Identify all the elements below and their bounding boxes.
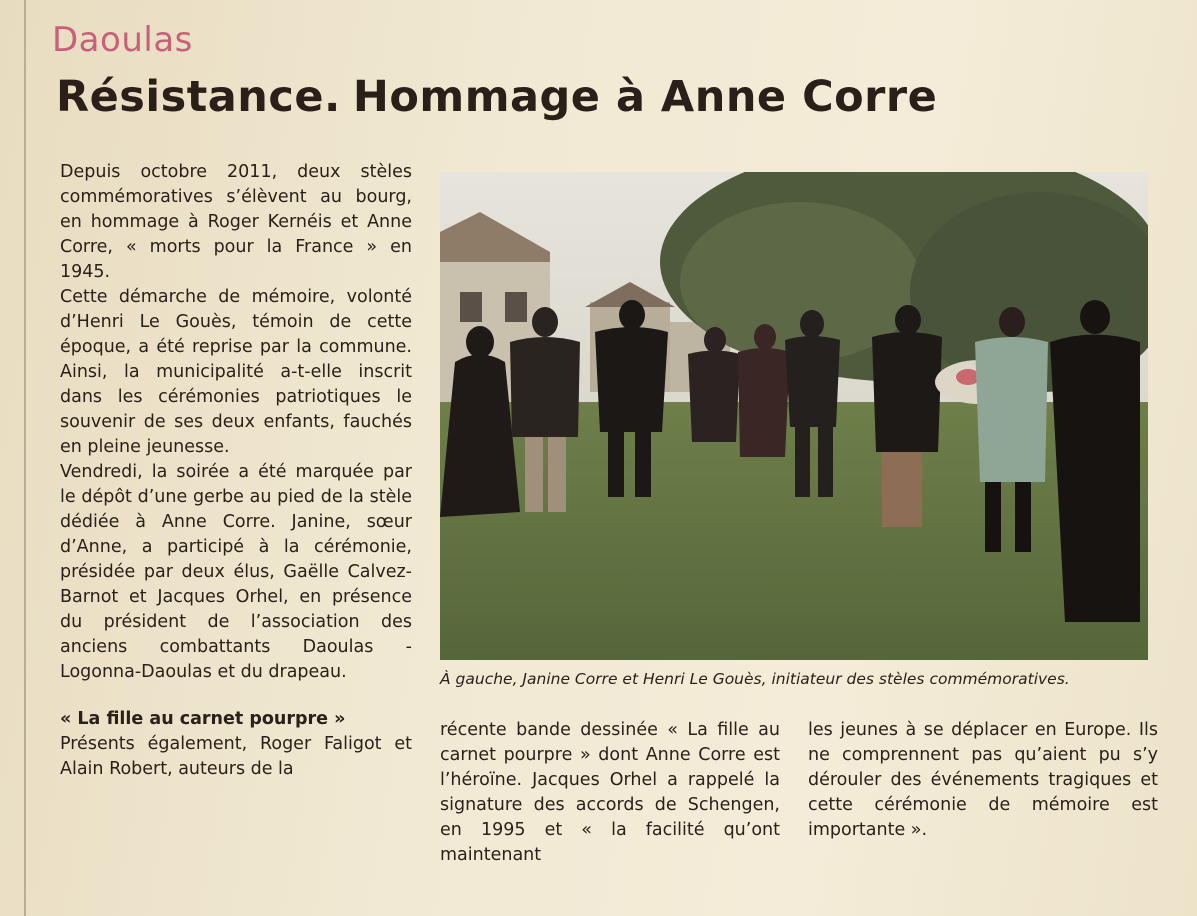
section-tag: Daoulas: [52, 20, 193, 60]
article-column-right: [808, 718, 1158, 843]
ceremony-photo: [440, 172, 1148, 660]
paragraph-1: Depuis octobre 2011, deux stèles commémoratives s’élèvent au bourg, en hommage à Roger Kernéis et Anne Corre, « morts pour la France » en 1945.: [60, 162, 412, 282]
paragraph-3: Vendredi, la soirée a été marquée par le dépôt d’une gerbe au pied de la stèle dédiée à Anne Corre. Janine, sœur d’Anne, a participé à la cérémonie, présidée par deux élus, Gaëlle Calvez-Barnot et Jacques Orhel, en présence du président de l’association des anciens combattants Daoulas - Logonna-Daoulas et du drapeau.: [60, 462, 412, 682]
ceremony-photo-illustration: [440, 172, 1148, 660]
headline-main: Hommage à Anne Corre: [352, 72, 938, 122]
subheading: « La fille au carnet pourpre »: [60, 709, 346, 729]
article-column-middle: [440, 718, 780, 868]
paragraph-6: les jeunes à se déplacer en Europe. Ils ne comprennent pas qu’aient pu s’y dérouler des événements tragiques et cette cérémonie de mémoire est importante ».: [808, 720, 1158, 840]
column-rule: [24, 0, 26, 916]
paragraph-4: Présents également, Roger Faligot et Alain Robert, auteurs de la: [60, 734, 412, 779]
paragraph-5: récente bande dessinée « La fille au carnet pourpre » dont Anne Corre est l’héroïne. Jacques Orhel a rappelé la signature des accords de Schengen, en 1995 et « la facilité qu’ont maintenant: [440, 720, 780, 865]
headline: [56, 72, 937, 122]
photo-caption: À gauche, Janine Corre et Henri Le Gouès, initiateur des stèles commémoratives.: [440, 670, 1070, 688]
headline-kicker: Résistance.: [56, 72, 341, 122]
article-column-left: [60, 160, 412, 782]
paragraph-2: Cette démarche de mémoire, volonté d’Henri Le Gouès, témoin de cette époque, a été reprise par la commune. Ainsi, la municipalité a-t-elle inscrit dans les cérémonies patriotiques le souvenir de ses deux enfants, fauchés en pleine jeunesse.: [60, 287, 412, 457]
